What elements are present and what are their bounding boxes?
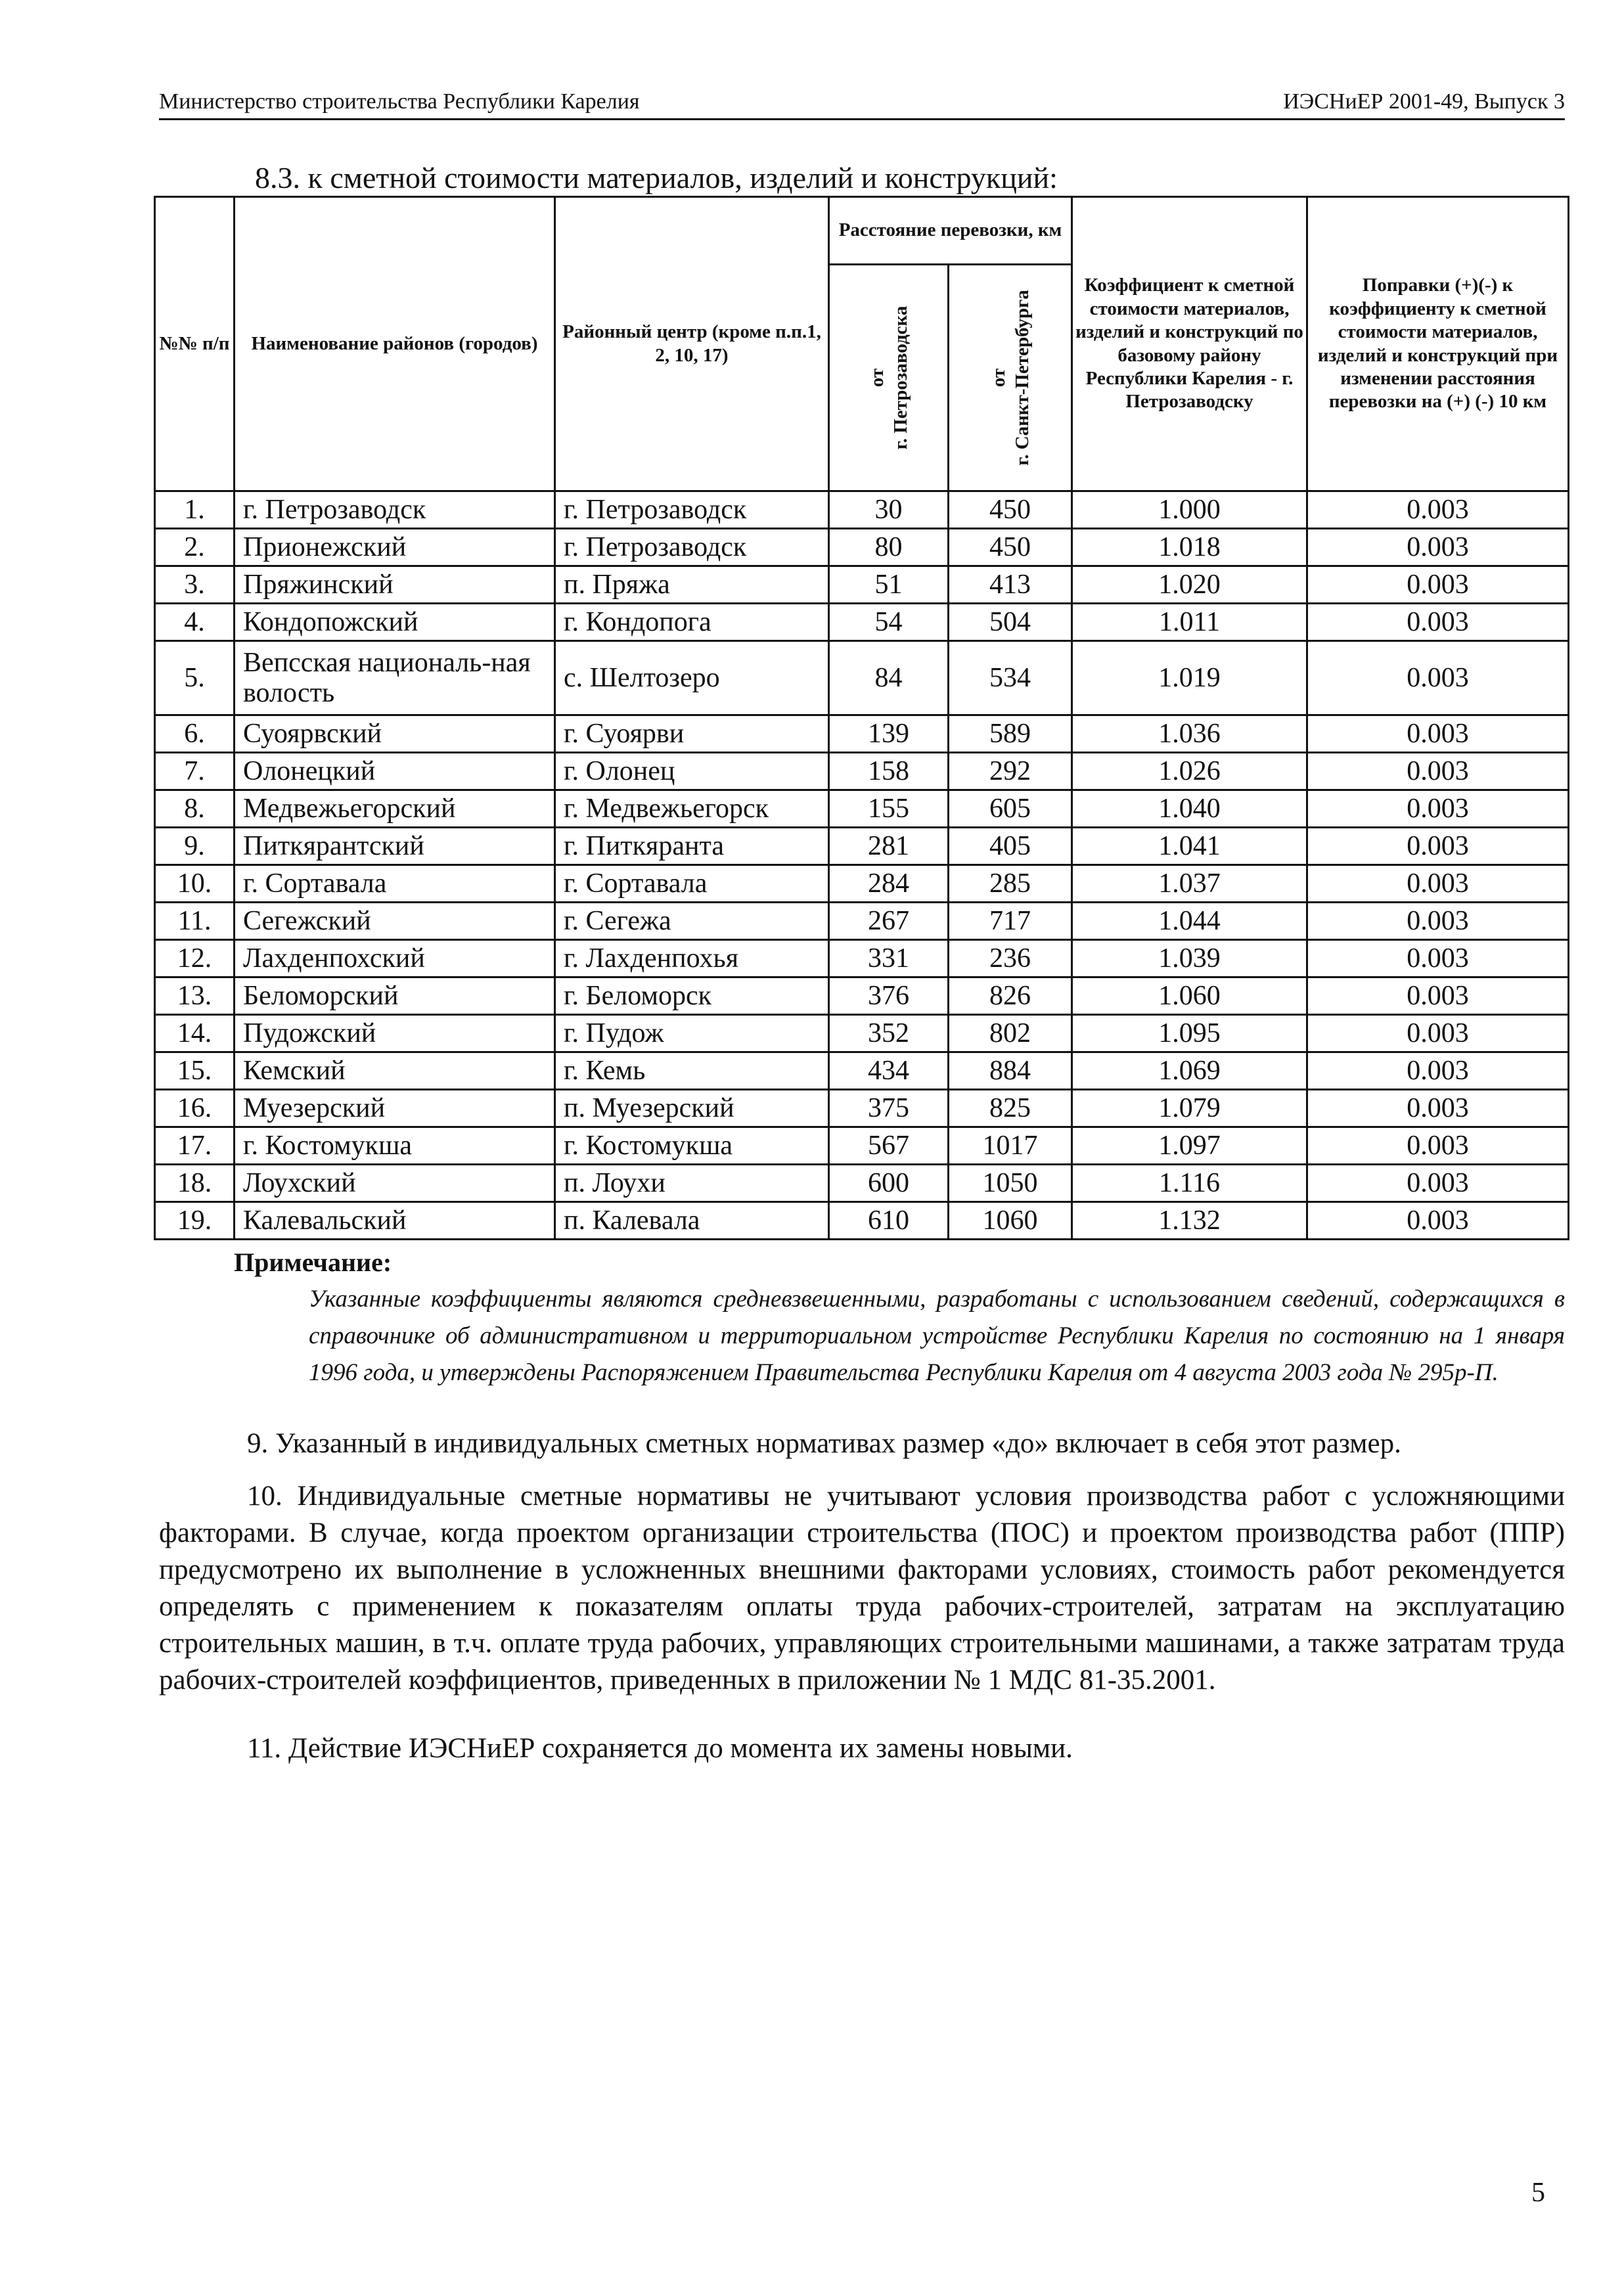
header-num: №№ п/п xyxy=(155,197,235,491)
cell-dist-spb: 1050 xyxy=(949,1165,1072,1202)
cell-corr: 0.003 xyxy=(1307,566,1569,604)
cell-coef: 1.026 xyxy=(1072,753,1307,790)
cell-dist-ptz: 158 xyxy=(829,753,949,790)
cell-district: Суоярвский xyxy=(235,715,555,753)
cell-num: 1. xyxy=(155,491,235,529)
cell-num: 15. xyxy=(155,1052,235,1090)
cell-dist-spb: 285 xyxy=(949,865,1072,903)
cell-dist-ptz: 375 xyxy=(829,1090,949,1127)
cell-center: г. Олонец xyxy=(555,753,829,790)
cell-center: г. Пудож xyxy=(555,1015,829,1052)
cell-district: Прионежский xyxy=(235,529,555,566)
header-from-petrozavodsk xyxy=(829,265,949,491)
cell-district: Пудожский xyxy=(235,1015,555,1052)
cell-num: 3. xyxy=(155,566,235,604)
cell-corr: 0.003 xyxy=(1307,1202,1569,1240)
table-row xyxy=(155,753,1569,790)
cell-num: 14. xyxy=(155,1015,235,1052)
paragraph-11 xyxy=(159,1730,1565,1767)
cell-num: 7. xyxy=(155,753,235,790)
cell-num: 6. xyxy=(155,715,235,753)
header-coefficient: Коэффициент к сметной стоимости материалов, изделий и конструкций по базовому району Республики Карелия - г. Петрозаводску xyxy=(1072,197,1307,491)
table-row xyxy=(155,1090,1569,1127)
note-text: Указанные коэффициенты являются средневзвешенными, разработаны с использованием сведений, содержащихся в справочнике об административном и территориальном устройстве Республики Карелия по состоянию на 1 января 1996 года, и утверждены Распоряжением Правительства Республики Карелия от 4 августа 2003 года № 295р-П. xyxy=(309,1286,1565,1386)
cell-num: 19. xyxy=(155,1202,235,1240)
header-correction: Поправки (+)(-) к коэффициенту к сметной стоимости материалов, изделий и конструкций при изменении расстояния перевозки на (+) (-) 10 км xyxy=(1307,197,1569,491)
cell-district: Муезерский xyxy=(235,1090,555,1127)
cell-num: 9. xyxy=(155,828,235,865)
cell-center: г. Костомукша xyxy=(555,1127,829,1165)
cell-coef: 1.041 xyxy=(1072,828,1307,865)
cell-district: Вепсская националь-ная волость xyxy=(235,641,555,715)
cell-dist-ptz: 54 xyxy=(829,604,949,641)
header-district-center: Районный центр (кроме п.п.1, 2, 10, 17) xyxy=(555,197,829,491)
cell-corr: 0.003 xyxy=(1307,790,1569,828)
cell-center: г. Петрозаводск xyxy=(555,491,829,529)
cell-coef: 1.000 xyxy=(1072,491,1307,529)
cell-coef: 1.018 xyxy=(1072,529,1307,566)
table-row xyxy=(155,1202,1569,1240)
cell-dist-ptz: 352 xyxy=(829,1015,949,1052)
cell-num: 13. xyxy=(155,977,235,1015)
cell-coef: 1.116 xyxy=(1072,1165,1307,1202)
cell-corr: 0.003 xyxy=(1307,641,1569,715)
cell-coef: 1.011 xyxy=(1072,604,1307,641)
cell-dist-spb: 717 xyxy=(949,903,1072,940)
cell-corr: 0.003 xyxy=(1307,903,1569,940)
cell-num: 12. xyxy=(155,940,235,977)
cell-center: п. Пряжа xyxy=(555,566,829,604)
cell-dist-ptz: 284 xyxy=(829,865,949,903)
paragraph-9 xyxy=(159,1426,1565,1462)
cell-district: Лоухский xyxy=(235,1165,555,1202)
cell-coef: 1.060 xyxy=(1072,977,1307,1015)
cell-dist-ptz: 281 xyxy=(829,828,949,865)
cell-num: 5. xyxy=(155,641,235,715)
cell-coef: 1.132 xyxy=(1072,1202,1307,1240)
cell-center: г. Кондопога xyxy=(555,604,829,641)
cell-coef: 1.036 xyxy=(1072,715,1307,753)
header-distance: Расстояние перевозки, км xyxy=(829,197,1072,265)
paragraph-10 xyxy=(159,1478,1565,1699)
cell-dist-spb: 450 xyxy=(949,529,1072,566)
cell-coef: 1.040 xyxy=(1072,790,1307,828)
cell-district: Медвежьегорский xyxy=(235,790,555,828)
cell-num: 4. xyxy=(155,604,235,641)
cell-num: 18. xyxy=(155,1165,235,1202)
cell-dist-ptz: 567 xyxy=(829,1127,949,1165)
paragraph-10-text: 10. Индивидуальные сметные нормативы не учитывают условия производства работ с усложняющими факторами. В случае, когда проектом организации строительства (ПОС) и проектом производства работ (ППР) предусмотрено их выполнение в усложненных внешними факторами условиях, стоимость работ рекомендуется определять с применением к показателям оплаты труда рабочих-строителей, затратам на эксплуатацию строительных машин, в т.ч. оплате труда рабочих, управляющих строительными машинами, а также затратам труда рабочих-строителей коэффициентов, приведенных в приложении № 1 МДС 81-35.2001. xyxy=(159,1481,1565,1695)
header-district-name: Наименование районов (городов) xyxy=(235,197,555,491)
cell-corr: 0.003 xyxy=(1307,1015,1569,1052)
cell-num: 17. xyxy=(155,1127,235,1165)
cell-center: п. Лоухи xyxy=(555,1165,829,1202)
cell-dist-ptz: 84 xyxy=(829,641,949,715)
cell-dist-ptz: 267 xyxy=(829,903,949,940)
table-row xyxy=(155,1165,1569,1202)
table-row xyxy=(155,865,1569,903)
cell-dist-spb: 589 xyxy=(949,715,1072,753)
page-header xyxy=(159,81,1565,120)
cell-num: 8. xyxy=(155,790,235,828)
cell-center: п. Калевала xyxy=(555,1202,829,1240)
cell-dist-ptz: 331 xyxy=(829,940,949,977)
cell-dist-spb: 605 xyxy=(949,790,1072,828)
cell-coef: 1.019 xyxy=(1072,641,1307,715)
cell-center: с. Шелтозеро xyxy=(555,641,829,715)
table-row xyxy=(155,977,1569,1015)
cell-coef: 1.039 xyxy=(1072,940,1307,977)
cell-dist-ptz: 600 xyxy=(829,1165,949,1202)
cell-num: 16. xyxy=(155,1090,235,1127)
cell-center: г. Суоярви xyxy=(555,715,829,753)
table-row xyxy=(155,940,1569,977)
cell-corr: 0.003 xyxy=(1307,753,1569,790)
cell-corr: 0.003 xyxy=(1307,1127,1569,1165)
cell-corr: 0.003 xyxy=(1307,715,1569,753)
cell-num: 2. xyxy=(155,529,235,566)
cell-num: 10. xyxy=(155,865,235,903)
cell-corr: 0.003 xyxy=(1307,491,1569,529)
cell-district: г. Костомукша xyxy=(235,1127,555,1165)
table-row xyxy=(155,828,1569,865)
cell-dist-spb: 405 xyxy=(949,828,1072,865)
cell-dist-spb: 1060 xyxy=(949,1202,1072,1240)
cell-dist-ptz: 434 xyxy=(829,1052,949,1090)
cell-num: 11. xyxy=(155,903,235,940)
section-title: 8.3. к сметной стоимости материалов, изделий и конструкций: xyxy=(255,161,1058,194)
cell-corr: 0.003 xyxy=(1307,1090,1569,1127)
table-row xyxy=(155,641,1569,715)
cell-district: Кемский xyxy=(235,1052,555,1090)
cell-coef: 1.079 xyxy=(1072,1090,1307,1127)
header-from-spb-line1: от xyxy=(987,368,1009,388)
paragraph-11-text: 11. Действие ИЭСНиЕР сохраняется до момента их замены новыми. xyxy=(247,1733,1073,1764)
cell-district: Олонецкий xyxy=(235,753,555,790)
cell-dist-spb: 1017 xyxy=(949,1127,1072,1165)
cell-center: г. Медвежьегорск xyxy=(555,790,829,828)
header-from-ptz-line2: г. Петрозаводска xyxy=(890,305,911,450)
cell-center: г. Сегежа xyxy=(555,903,829,940)
cell-corr: 0.003 xyxy=(1307,1165,1569,1202)
cell-dist-ptz: 139 xyxy=(829,715,949,753)
cell-dist-ptz: 80 xyxy=(829,529,949,566)
table-row xyxy=(155,1015,1569,1052)
cell-dist-spb: 504 xyxy=(949,604,1072,641)
table-row xyxy=(155,1127,1569,1165)
cell-coef: 1.069 xyxy=(1072,1052,1307,1090)
cell-corr: 0.003 xyxy=(1307,977,1569,1015)
cell-district: Питкярантский xyxy=(235,828,555,865)
cell-district: Калевальский xyxy=(235,1202,555,1240)
cell-dist-spb: 413 xyxy=(949,566,1072,604)
cell-dist-spb: 825 xyxy=(949,1090,1072,1127)
table-row xyxy=(155,491,1569,529)
cell-center: г. Беломорск xyxy=(555,977,829,1015)
cell-dist-ptz: 51 xyxy=(829,566,949,604)
cell-coef: 1.095 xyxy=(1072,1015,1307,1052)
cell-corr: 0.003 xyxy=(1307,604,1569,641)
cell-dist-spb: 802 xyxy=(949,1015,1072,1052)
header-from-ptz-line1: от xyxy=(866,368,888,388)
cell-district: г. Сортавала xyxy=(235,865,555,903)
table-row xyxy=(155,529,1569,566)
cell-dist-spb: 236 xyxy=(949,940,1072,977)
cell-center: г. Кемь xyxy=(555,1052,829,1090)
cell-corr: 0.003 xyxy=(1307,1052,1569,1090)
header-ministry: Министерство строительства Республики Карелия xyxy=(159,89,640,114)
cell-center: г. Питкяранта xyxy=(555,828,829,865)
cell-center: г. Сортавала xyxy=(555,865,829,903)
cell-coef: 1.097 xyxy=(1072,1127,1307,1165)
header-from-spb xyxy=(949,265,1072,491)
cell-dist-ptz: 155 xyxy=(829,790,949,828)
cell-center: г. Лахденпохья xyxy=(555,940,829,977)
cell-corr: 0.003 xyxy=(1307,529,1569,566)
table-row xyxy=(155,715,1569,753)
cell-district: Лахденпохский xyxy=(235,940,555,977)
cell-dist-ptz: 376 xyxy=(829,977,949,1015)
cell-district: г. Петрозаводск xyxy=(235,491,555,529)
header-from-spb-line2: г. Санкт-Петербурга xyxy=(1011,290,1033,466)
cell-corr: 0.003 xyxy=(1307,865,1569,903)
note-title: Примечание: xyxy=(234,1247,392,1277)
cell-dist-spb: 292 xyxy=(949,753,1072,790)
cell-center: п. Муезерский xyxy=(555,1090,829,1127)
cell-district: Пряжинский xyxy=(235,566,555,604)
cell-district: Кондопожский xyxy=(235,604,555,641)
table-row xyxy=(155,903,1569,940)
cell-district: Беломорский xyxy=(235,977,555,1015)
cell-corr: 0.003 xyxy=(1307,828,1569,865)
cell-coef: 1.037 xyxy=(1072,865,1307,903)
coefficients-table xyxy=(154,196,1569,1240)
cell-dist-spb: 534 xyxy=(949,641,1072,715)
cell-center: г. Петрозаводск xyxy=(555,529,829,566)
cell-coef: 1.044 xyxy=(1072,903,1307,940)
cell-coef: 1.020 xyxy=(1072,566,1307,604)
table-row xyxy=(155,1052,1569,1090)
cell-dist-spb: 826 xyxy=(949,977,1072,1015)
cell-district: Сегежский xyxy=(235,903,555,940)
page-number: 5 xyxy=(1531,2178,1545,2208)
table-row xyxy=(155,790,1569,828)
header-doc-code: ИЭСНиЕР 2001-49, Выпуск 3 xyxy=(1283,89,1565,114)
table-row xyxy=(155,566,1569,604)
cell-dist-ptz: 610 xyxy=(829,1202,949,1240)
cell-corr: 0.003 xyxy=(1307,940,1569,977)
table-row xyxy=(155,604,1569,641)
cell-dist-spb: 450 xyxy=(949,491,1072,529)
cell-dist-ptz: 30 xyxy=(829,491,949,529)
paragraph-9-text: 9. Указанный в индивидуальных сметных нормативах размер «до» включает в себя этот размер. xyxy=(247,1428,1401,1459)
cell-dist-spb: 884 xyxy=(949,1052,1072,1090)
